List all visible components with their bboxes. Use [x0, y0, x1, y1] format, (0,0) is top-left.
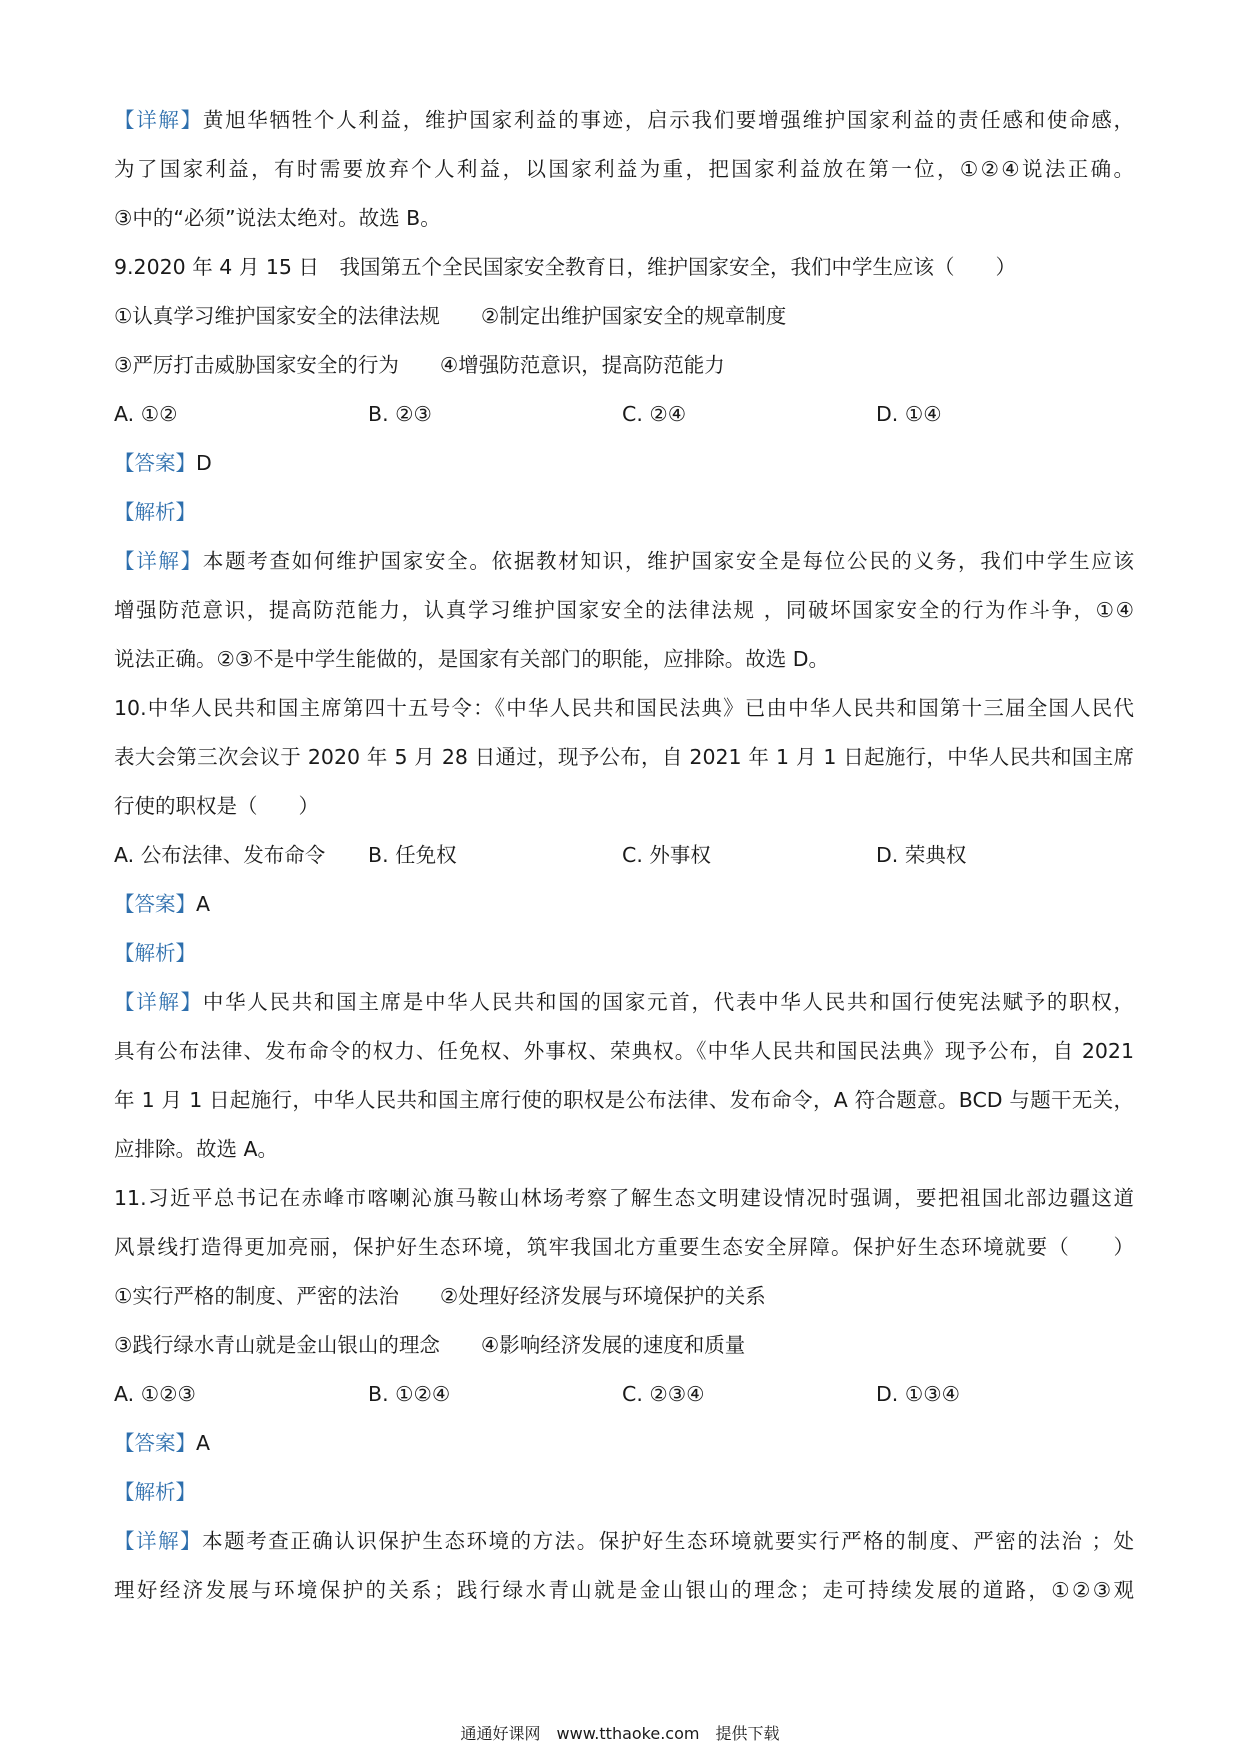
option-a: A. ①②③ [114, 1382, 196, 1406]
analysis-line [114, 1468, 1134, 1517]
question-9-items-1-2: ①认真学习维护国家安全的法律法规 ②制定出维护国家安全的规章制度 [114, 304, 787, 328]
option-c: C. 外事权 [622, 843, 711, 867]
question-10-stem: 行使的职权是（ ） [114, 794, 319, 818]
detail-tag: 【详解】 [114, 108, 203, 132]
answer-value: A [196, 1431, 211, 1455]
option-d: D. ①④ [876, 402, 942, 426]
detail-line: 应排除。故选 A。 [114, 1137, 279, 1161]
analysis-line [114, 929, 1134, 978]
answer-value: D [196, 451, 212, 475]
option-a: A. ①② [114, 402, 178, 426]
question-11-stem: 11.习近平总书记在赤峰市喀喇沁旗马鞍山林场考察了解生态文明建设情况时强调，要把祖国北部边疆这道 [114, 1186, 1134, 1210]
answer-line [114, 439, 1134, 488]
analysis-tag: 【解析】 [114, 941, 196, 965]
question-11-items-3-4: ③践行绿水青山就是金山银山的理念 ④影响经济发展的速度和质量 [114, 1333, 746, 1357]
answer-line [114, 1419, 1134, 1468]
answer-tag: 【答案】 [114, 451, 196, 475]
question-9-items-3-4: ③严厉打击威胁国家安全的行为 ④增强防范意识，提高防范能力 [114, 353, 725, 377]
option-b: B. ②③ [368, 402, 432, 426]
detail-tag: 【详解】 [114, 1529, 203, 1553]
option-c: C. ②④ [622, 402, 687, 426]
answer-tag: 【答案】 [114, 1431, 196, 1455]
option-d: D. ①③④ [876, 1382, 960, 1406]
detail-line: 【详解】黄旭华牺牲个人利益，维护国家利益的事迹，启示我们要增强维护国家利益的责任感和使命感， [114, 108, 1134, 132]
detail-line: 【详解】本题考查如何维护国家安全。依据教材知识，维护国家安全是每位公民的义务，我们中学生应该 [114, 549, 1134, 573]
page-footer: 通通好课网 www.tthaoke.com 提供下载 [460, 1724, 780, 1743]
analysis-tag: 【解析】 [114, 500, 196, 524]
detail-tag: 【详解】 [114, 990, 203, 1014]
answer-value: A [196, 892, 211, 916]
detail-line: 增强防范意识，提高防范能力，认真学习维护国家安全的法律法规 ，同破坏国家安全的行为作斗争，①④ [114, 598, 1134, 622]
question-10-stem: 表大会第三次会议于 2020 年 5 月 28 日通过，现予公布，自 2021 年 1 月 1 日起施行，中华人民共和国主席 [114, 745, 1134, 769]
detail-line: 【详解】本题考查正确认识保护生态环境的方法。保护好生态环境就要实行严格的制度、严密的法治 ；处 [114, 1529, 1134, 1553]
option-c: C. ②③④ [622, 1382, 705, 1406]
answer-tag: 【答案】 [114, 892, 196, 916]
detail-line: 【详解】中华人民共和国主席是中华人民共和国的国家元首，代表中华人民共和国行使宪法赋予的职权， [114, 990, 1134, 1014]
detail-line: 为了国家利益，有时需要放弃个人利益，以国家利益为重，把国家利益放在第一位，①②④说法正确。 [114, 157, 1134, 181]
detail-line: 年 1 月 1 日起施行，中华人民共和国主席行使的职权是公布法律、发布命令，A 符合题意。BCD 与题干无关， [114, 1088, 1134, 1112]
detail-tag: 【详解】 [114, 549, 203, 573]
detail-line: ③中的“必须”说法太绝对。故选 B。 [114, 206, 441, 230]
question-11-stem: 风景线打造得更加亮丽，保护好生态环境，筑牢我国北方重要生态安全屏障。保护好生态环境就要（ ） [114, 1235, 1134, 1259]
page-content [114, 96, 1134, 1615]
question-9-options [114, 390, 1134, 439]
question-10-stem: 10.中华人民共和国主席第四十五号令：《中华人民共和国民法典》已由中华人民共和国第十三届全国人民代 [114, 696, 1134, 720]
question-10-options [114, 831, 1134, 880]
detail-line: 说法正确。②③不是中学生能做的，是国家有关部门的职能，应排除。故选 D。 [114, 647, 830, 671]
analysis-line [114, 488, 1134, 537]
option-b: B. 任免权 [368, 843, 457, 867]
analysis-tag: 【解析】 [114, 1480, 196, 1504]
question-9-stem: 9.2020 年 4 月 15 日 我国第五个全民国家安全教育日，维护国家安全，我们中学生应该（ ） [114, 255, 1016, 279]
question-11-items-1-2: ①实行严格的制度、严密的法治 ②处理好经济发展与环境保护的关系 [114, 1284, 766, 1308]
option-a: A. 公布法律、发布命令 [114, 843, 326, 867]
answer-line [114, 880, 1134, 929]
detail-line: 理好经济发展与环境保护的关系；践行绿水青山就是金山银山的理念；走可持续发展的道路，①②③观 [114, 1578, 1134, 1602]
option-d: D. 荣典权 [876, 843, 967, 867]
detail-line: 具有公布法律、发布命令的权力、任免权、外事权、荣典权。《中华人民共和国民法典》现予公布，自 2021 [114, 1039, 1134, 1063]
question-11-options [114, 1370, 1134, 1419]
option-b: B. ①②④ [368, 1382, 451, 1406]
